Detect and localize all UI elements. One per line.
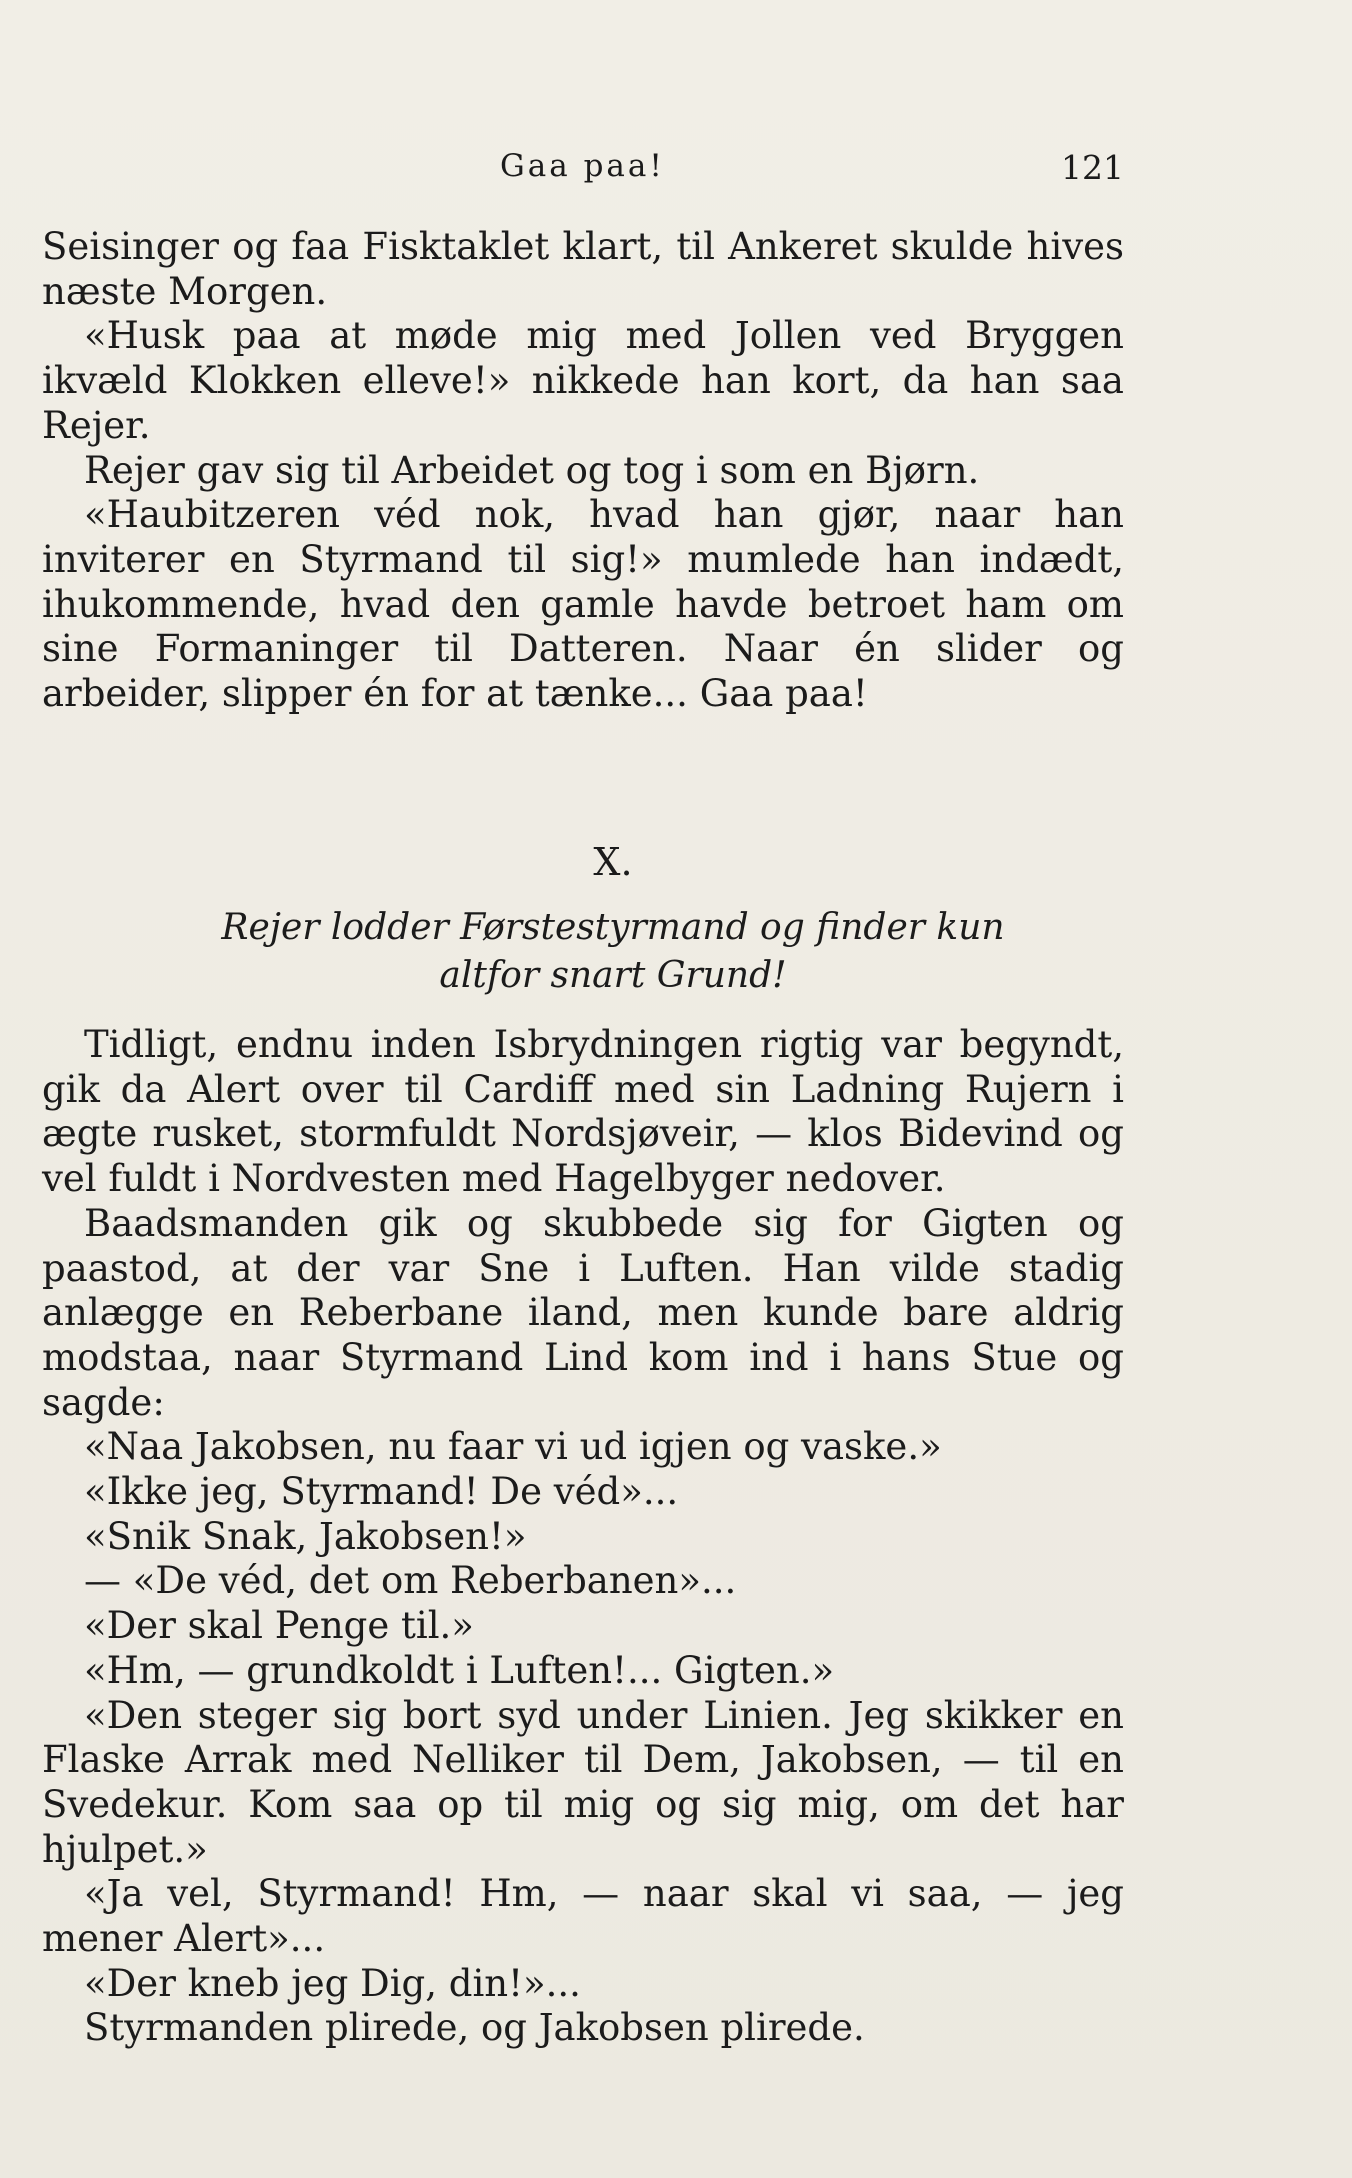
chapter-title [0, 904, 1226, 1000]
paragraph: «Hm, — grundkoldt i Luften!... Gigten.» [84, 1648, 835, 1692]
paragraph: «Naa Jakobsen, nu faar vi ud igjen og vaske.» [84, 1425, 942, 1469]
paragraph: Seisinger og faa Fisktaklet klart, til Ankeret skulde hives næste Morgen. [42, 225, 1124, 313]
paragraph: «Haubitzeren véd nok, hvad han gjør, naar han inviterer en Styrmand til sig!» mumlede han indædt, ihukommende, hvad den gamle havde betroet ham om sine Formaninger til Datteren. Naar én slider og arbeider, slipper én for at tænke... Gaa paa! [42, 493, 1124, 716]
paragraph: «Den steger sig bort syd under Linien. Jeg skikker en Flaske Arrak med Nelliker til Dem, Jakobsen, — til en Svedekur. Kom saa op til mig og sig mig, om det har hjulpet.» [42, 1693, 1124, 1871]
page-header [0, 148, 1352, 198]
chapter-number: X. [593, 840, 633, 884]
paragraph: «Der kneb jeg Dig, din!»... [84, 1961, 581, 2005]
running-title: Gaa paa! [500, 148, 665, 184]
paragraph: «Ikke jeg, Styrmand! De véd»... [84, 1470, 679, 1514]
text-block-1 [42, 225, 1124, 717]
paragraph: «Snik Snak, Jakobsen!» [84, 1514, 527, 1558]
page-number: 121 [1061, 148, 1124, 187]
paragraph: «Der skal Penge til.» [84, 1604, 474, 1648]
paragraph: Styrmanden plirede, og Jakobsen plirede. [84, 2006, 865, 2050]
paragraph: — «De véd, det om Reberbanen»... [84, 1559, 737, 1603]
paragraph: Tidligt, endnu inden Isbrydningen rigtig var begyndt, gik da Alert over til Cardiff med sin Ladning Rujern i ægte rusket, stormfuldt Nordsjøveir, — klos Bidevind og vel fuldt i Nordvesten med Hagelbyger nedover. [42, 1023, 1124, 1201]
chapter-title-line-2: altfor snart Grund! [439, 955, 787, 996]
paragraph: Baadsmanden gik og skubbede sig for Gigten og paastod, at der var Sne i Luften. Han vilde stadig anlægge en Reberbane iland, men kunde bare aldrig modstaa, naar Styrmand Lind kom ind i hans Stue og sagde: [42, 1201, 1124, 1424]
paragraph: Rejer gav sig til Arbeidet og tog i som en Bjørn. [84, 448, 980, 492]
text-block-2 [42, 1023, 1124, 2051]
paragraph: «Ja vel, Styrmand! Hm, — naar skal vi saa, — jeg mener Alert»... [42, 1872, 1124, 1961]
chapter-title-line-1: Rejer lodder Førstestyrmand og finder kun [221, 907, 1005, 948]
paragraph: «Husk paa at møde mig med Jollen ved Bryggen ikvæld Klokken elleve!» nikkede han kort, da han saa Rejer. [42, 314, 1124, 447]
